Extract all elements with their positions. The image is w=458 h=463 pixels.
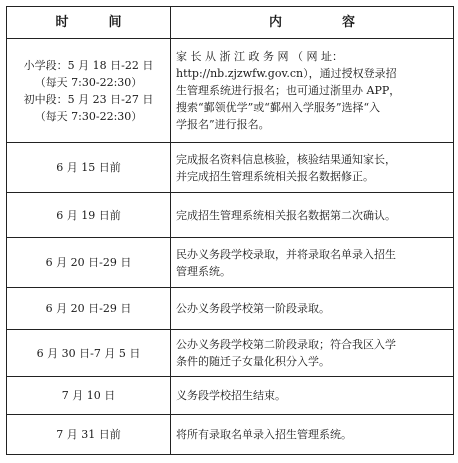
header-time-char-1: 时 [55, 15, 69, 30]
row-content [171, 330, 454, 377]
row-content [171, 193, 454, 238]
content-line: 并完成招生管理系统相关报名数据修正。 [176, 169, 374, 183]
header-content-char-2: 容 [342, 15, 356, 30]
content-line: http://nb.zjzwfw.gov.cn），通过授权登录招 [176, 67, 397, 80]
content-line: 生管理系统进行报名；也可通过浙里办 APP， [176, 84, 401, 97]
row-content [171, 415, 454, 455]
content-line: 公办义务段学校第二阶段录取；符合我区入学 [176, 338, 396, 351]
row-time [7, 193, 171, 238]
content-line: 公办义务段学校第一阶段录取。 [176, 302, 330, 315]
header-time-char-2: 间 [108, 15, 122, 30]
table-row [7, 377, 454, 415]
row-content [171, 288, 454, 330]
row-content [171, 143, 454, 193]
row-time [7, 330, 171, 377]
time-line: 7 月 10 日 [61, 389, 116, 402]
row-time [7, 39, 171, 143]
row-time [7, 415, 171, 455]
time-line: 6 月 30 日-7 月 5 日 [36, 346, 141, 360]
enrollment-schedule-table [6, 6, 454, 455]
table-row [7, 39, 454, 143]
content-line: 完成报名资料信息核验，核验结果通知家长， [176, 152, 396, 166]
table-row [7, 330, 454, 377]
time-line: 6 月 20 日-29 日 [45, 256, 132, 269]
table-row [7, 415, 454, 455]
table-row [7, 238, 454, 288]
header-content [171, 7, 454, 39]
time-line: 7 月 31 日前 [56, 428, 121, 441]
table-row [7, 143, 454, 193]
content-line: 学报名”进行报名。 [176, 118, 270, 131]
time-line: 6 月 19 日前 [56, 208, 121, 222]
time-line: （每天 7:30-22:30） [34, 75, 143, 89]
table-header-row [7, 7, 454, 39]
content-line: 家 长 从 浙 江 政 务 网 （ 网 址： [176, 50, 343, 63]
time-line: 小学段：5 月 18 日-22 日 [23, 58, 154, 72]
header-content-char-1: 内 [268, 15, 282, 30]
content-line: 将所有录取名单录入招生管理系统。 [176, 428, 352, 441]
row-time [7, 238, 171, 288]
table-row [7, 288, 454, 330]
content-line: 管理系统。 [176, 264, 231, 278]
row-time [7, 288, 171, 330]
time-line: 初中段：5 月 23 日-27 日 [23, 92, 154, 106]
row-content [171, 377, 454, 415]
time-line: 6 月 15 日前 [56, 161, 121, 174]
content-line: 搜索“鄞领优学”或“鄞州入学服务”选择“入 [176, 101, 381, 114]
row-content [171, 39, 454, 143]
header-time [7, 7, 171, 39]
table-row [7, 193, 454, 238]
row-time [7, 143, 171, 193]
content-line: 义务段学校招生结束。 [176, 389, 286, 402]
time-line: 6 月 20 日-29 日 [45, 302, 132, 315]
content-line: 完成招生管理系统相关报名数据第二次确认。 [176, 208, 396, 222]
content-line: 民办义务段学校录取，并将录取名单录入招生 [176, 247, 396, 261]
content-line: 条件的随迁子女量化积分入学。 [176, 355, 330, 368]
row-time [7, 377, 171, 415]
row-content [171, 238, 454, 288]
time-line: （每天 7:30-22:30） [34, 109, 143, 123]
